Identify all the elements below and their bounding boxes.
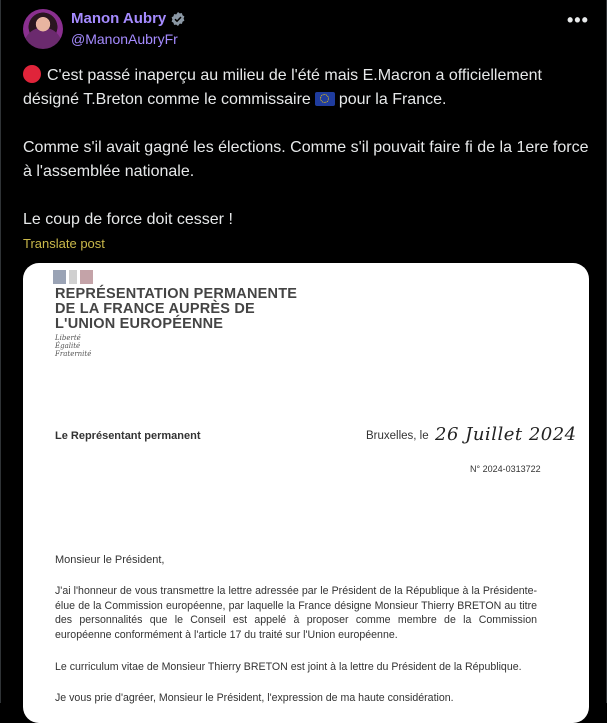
- motto-liberte: Liberté: [55, 334, 81, 342]
- author-handle[interactable]: @ManonAubryFr: [71, 31, 178, 47]
- more-options-icon[interactable]: •••: [567, 10, 589, 30]
- org-line-2: DE LA FRANCE AUPRÈS DE: [55, 301, 255, 317]
- reference-number: N° 2024-0313722: [470, 464, 541, 474]
- tweet-text: [23, 64, 593, 232]
- sender-title: Le Représentant permanent: [55, 430, 201, 442]
- salutation: Monsieur le Président,: [55, 554, 165, 566]
- org-line-3: L'UNION EUROPÉENNE: [55, 316, 224, 332]
- translate-post-link[interactable]: Translate post: [23, 236, 105, 251]
- letter-document: [23, 263, 589, 723]
- republic-motto: [55, 334, 91, 358]
- author-row: [71, 10, 186, 27]
- media-image[interactable]: [23, 263, 589, 723]
- motto-egalite: Égalité: [55, 342, 81, 350]
- handwritten-date: 26 Juillet 2024: [435, 424, 577, 445]
- author-name[interactable]: Manon Aubry: [71, 10, 167, 27]
- red-circle-emoji-icon: [23, 65, 41, 83]
- letter-paragraph-3: Je vous prie d'agréer, Monsieur le Président, l'expression de ma haute considération.: [55, 692, 454, 704]
- verified-badge-icon: [170, 11, 186, 27]
- letter-place: Bruxelles, le: [366, 430, 429, 442]
- tweet-paragraph-2: Comme s'il avait gagné les élections. Comme s'il pouvait faire fi de la 1ere force à l'assemblée nationale.: [23, 139, 589, 180]
- org-line-1: REPRÉSENTATION PERMANENTE: [55, 286, 298, 302]
- tweet-line1: C'est passé inaperçu au milieu de l'été mais E.Macron a officiellement désigné T.Breton comme le commissaire: [23, 67, 542, 108]
- avatar[interactable]: [23, 9, 63, 49]
- letter-paragraph-2: Le curriculum vitae de Monsieur Thierry BRETON est joint à la lettre du Président de la République.: [55, 661, 522, 673]
- letter-paragraph-1: J'ai l'honneur de vous transmettre la lettre adressée par le Président de la République à la Présidente-élue de la Commission européenne, par laquelle la France désigne Monsieur Thierry BRETON au titre des personnalités que le Conseil est appelé à proposer comme membre de la Commission européenne conformément à l'article 17 du traité sur l'Union européenne.: [55, 585, 537, 641]
- tweet-line1-end: pour la France.: [338, 91, 447, 108]
- organization-name: [55, 287, 297, 332]
- eu-flag-emoji-icon: [315, 92, 335, 106]
- tweet-paragraph-3: Le coup de force doit cesser !: [23, 211, 233, 228]
- marianne-logo-icon: [53, 270, 93, 284]
- motto-fraternite: Fraternité: [55, 350, 92, 358]
